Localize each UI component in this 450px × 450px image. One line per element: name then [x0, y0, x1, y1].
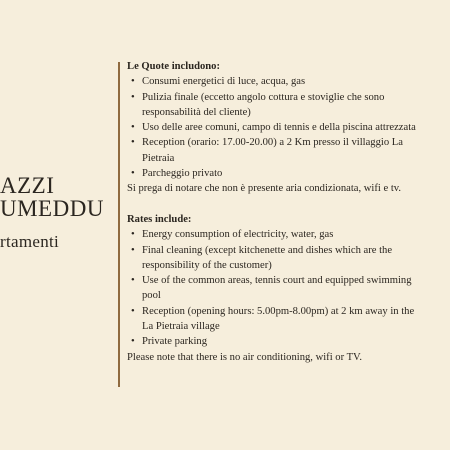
english-heading: Rates include: [127, 213, 192, 225]
english-item: • Reception (opening hours: 5.00pm-8.00pm) at 2 km away in the La Pietraia village [142, 304, 427, 335]
section-spacer [127, 197, 427, 212]
italian-note: Si prega di notare che non è presente aria condizionata, wifi e tv. [127, 183, 402, 195]
english-item: • Use of the common areas, tennis court and equipped swimming pool [142, 273, 427, 304]
title-line-1: AZZI [0, 173, 55, 198]
english-note: Please note that there is no air conditioning, wifi or TV. [127, 351, 362, 363]
italian-item: • Pulizia finale (eccetto angolo cottura e stoviglie che sono responsabilità del cliente) [142, 90, 427, 121]
vertical-divider [118, 62, 120, 387]
italian-item: • Reception (orario: 17.00-20.00) a 2 Km presso il villaggio La Pietraia [142, 135, 427, 166]
content-column [127, 59, 427, 365]
english-item: • Private parking [142, 334, 427, 349]
english-item: • Final cleaning (except kitchenette and dishes which are the responsibility of the customer) [142, 243, 427, 274]
italian-heading: Le Quote includono: [127, 61, 221, 72]
english-list [127, 227, 427, 349]
title-line-2: UMEDDU [0, 196, 104, 221]
subtitle: rtamenti [0, 232, 60, 251]
italian-item: • Uso delle aree comuni, campo di tennis e della piscina attrezzata [142, 120, 427, 135]
english-item: • Energy consumption of electricity, water, gas [142, 227, 427, 242]
italian-item: • Parcheggio privato [142, 166, 427, 181]
italian-item: • Consumi energetici di luce, acqua, gas [142, 74, 427, 89]
italian-list [127, 74, 427, 181]
